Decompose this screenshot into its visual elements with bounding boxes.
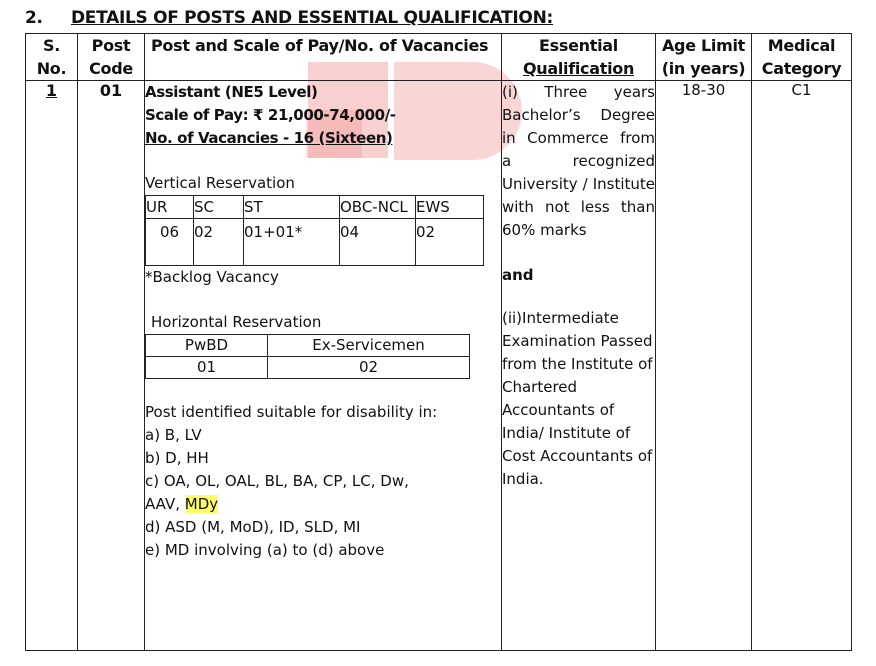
disability-c-line2: AAV, MDy <box>145 495 219 513</box>
col-sno-header: S. No. <box>26 34 78 81</box>
vr-value-ur: 06 <box>146 219 194 266</box>
hr-value-pwbd: 01 <box>146 357 268 379</box>
col-age-header: Age Limit (in years) <box>656 34 752 81</box>
vr-header-ur: UR <box>146 196 194 219</box>
horizontal-reservation-table <box>145 334 470 379</box>
qualification-part-1: (i) Three years Bachelor’s Degree in Commerce from a recognized University / Institute with not less than 60% marks <box>502 83 655 239</box>
vr-value-sc: 02 <box>194 219 244 266</box>
header-row <box>26 34 852 81</box>
vertical-reservation-title: Vertical Reservation <box>145 174 295 192</box>
vacancies: No. of Vacancies - 16 (Sixteen) <box>145 129 393 147</box>
section-heading: 2. DETAILS OF POSTS AND ESSENTIAL QUALIFICATION: <box>25 8 553 28</box>
disability-e: e) MD involving (a) to (d) above <box>145 541 385 559</box>
vr-header-obc: OBC-NCL <box>340 196 416 219</box>
hr-header-exsm: Ex-Servicemen <box>268 335 470 357</box>
table-row <box>26 81 852 651</box>
medical-category: C1 <box>752 81 852 651</box>
col-post-header: Post and Scale of Pay/No. of Vacancies <box>145 34 502 81</box>
post-code: 01 <box>78 81 145 651</box>
vr-value-st: 01+01* <box>244 219 340 266</box>
backlog-note: *Backlog Vacancy <box>145 268 279 286</box>
horizontal-reservation-title: Horizontal Reservation <box>151 313 322 331</box>
col-qual-header: Essential Qualification <box>502 34 656 81</box>
serial-number: 1 <box>26 81 78 651</box>
vr-header-st: ST <box>244 196 340 219</box>
vr-header-ews: EWS <box>416 196 484 219</box>
scale-of-pay: Scale of Pay: ₹ 21,000-74,000/- <box>145 106 396 124</box>
age-limit: 18-30 <box>656 81 752 651</box>
disability-a: a) B, LV <box>145 426 202 444</box>
posts-table <box>25 33 852 651</box>
vr-header-sc: SC <box>194 196 244 219</box>
col-med-header: Medical Category <box>752 34 852 81</box>
vr-value-obc: 04 <box>340 219 416 266</box>
highlighted-text: MDy <box>184 495 219 513</box>
vertical-reservation-table <box>145 195 484 266</box>
qualification-and: and <box>502 266 534 284</box>
disability-d: d) ASD (M, MoD), ID, SLD, MI <box>145 518 361 536</box>
vr-value-ews: 02 <box>416 219 484 266</box>
qualification-part-2: (ii)Intermediate Examination Passed from the Institute of Chartered Accountants of India/ Institute of Cost Accountants of India. <box>502 309 653 488</box>
hr-header-pwbd: PwBD <box>146 335 268 357</box>
essential-qualification <box>502 81 656 651</box>
disability-c-line1: c) OA, OL, OAL, BL, BA, CP, LC, Dw, <box>145 472 409 490</box>
post-details <box>145 81 502 651</box>
hr-value-exsm: 02 <box>268 357 470 379</box>
post-title: Assistant (NE5 Level) <box>145 83 318 101</box>
col-code-header: Post Code <box>78 34 145 81</box>
disability-b: b) D, HH <box>145 449 209 467</box>
disability-intro: Post identified suitable for disability in: <box>145 403 438 421</box>
